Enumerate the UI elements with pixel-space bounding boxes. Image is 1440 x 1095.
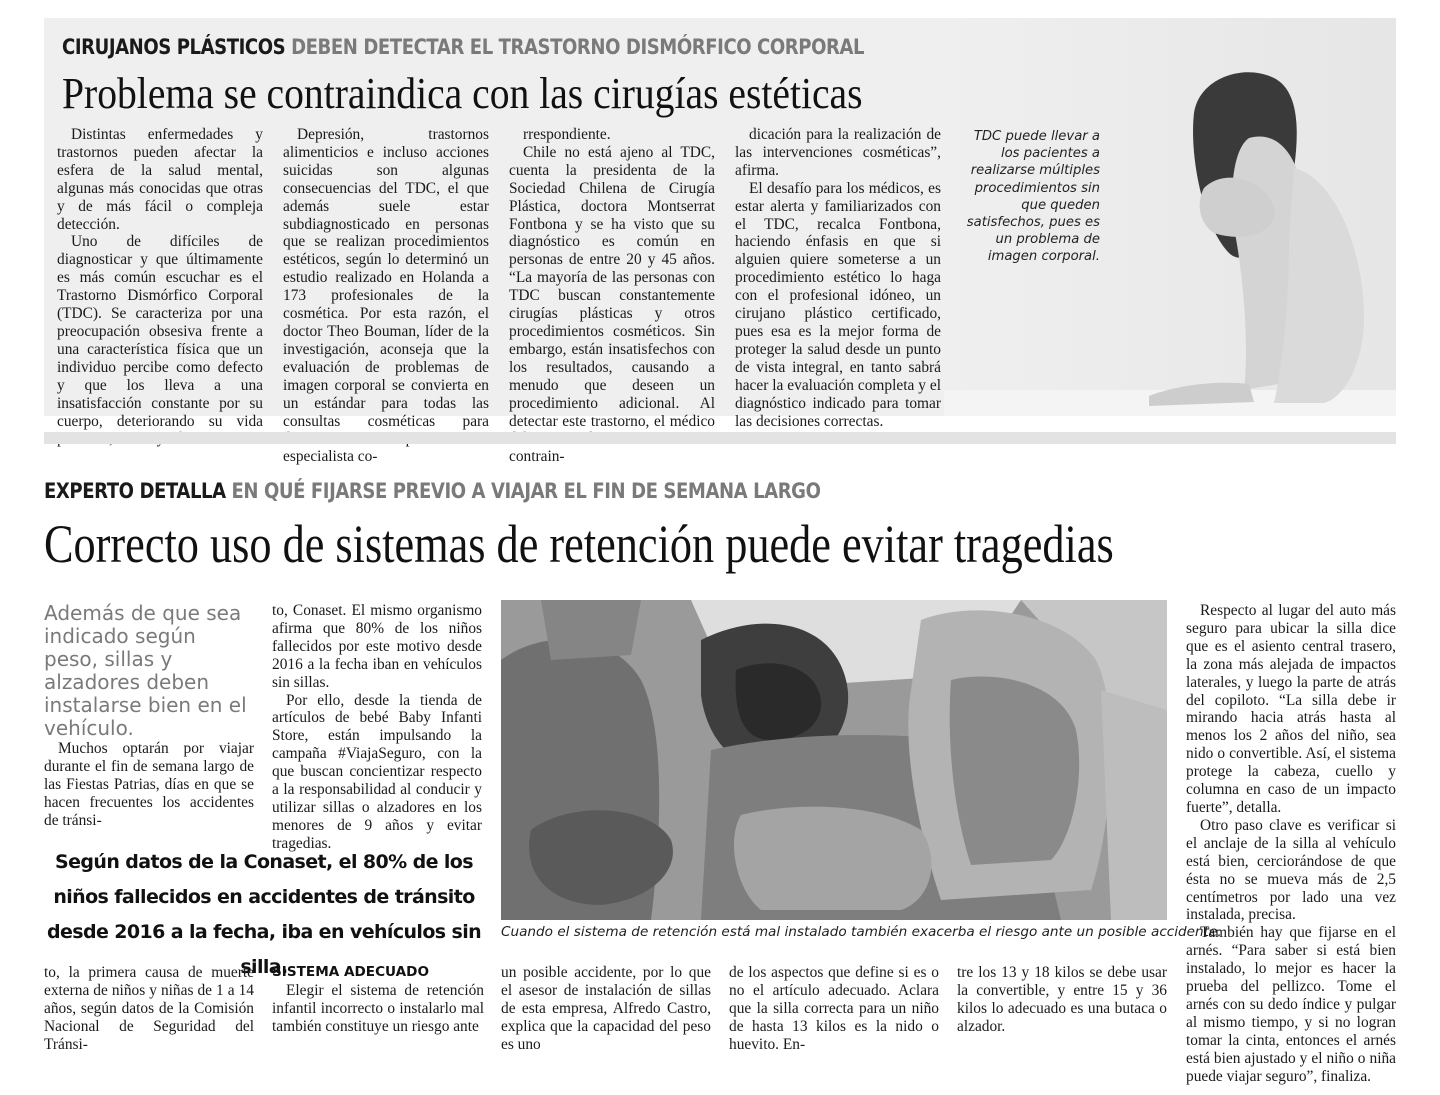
article1-column-1 bbox=[57, 126, 263, 448]
article2-kicker-light: EN QUÉ FIJARSE PREVIO A VIAJAR EL FIN DE SEMANA LARGO bbox=[231, 479, 821, 503]
article1-column-3 bbox=[509, 126, 715, 466]
article1-column-4 bbox=[735, 126, 941, 430]
article2-paragraph: También hay que fijarse en el arnés. “Para saber si está bien instalado, lo mejor es hacer la prueba del pellizco. Tome el arnés con su dedo índice y pulgar al mismo tiempo, y si no logran tomar la cinta, entonces el arnés está bien ajustado y el niño o niña puede viajar seguro”, finaliza. bbox=[1186, 924, 1396, 1085]
article2-paragraph: to, la primera causa de muerte externa de niños y niñas de 1 a 14 años, según datos de la Comisión Nacional de Seguridad del Tránsi- bbox=[44, 964, 254, 1053]
article2-paragraph: Respecto al lugar del auto más seguro para ubicar la silla dice que es el asiento central trasero, la zona más alejada de impactos laterales, y luego la parte de atrás del copiloto. “La silla debe ir mirando hacia atrás hasta al menos los 2 años del niño, sea nido o convertible. Así, el sistema protege la cabeza, cuello y columna en caso de un impacto fuerte”, detalla. bbox=[1186, 602, 1396, 816]
section-divider bbox=[44, 432, 1396, 444]
article1-paragraph: rrespondiente. bbox=[523, 126, 611, 143]
article2-deck: Además de que sea indicado según peso, sillas y alzadores deben instalarse bien en el vehículo. bbox=[44, 601, 247, 740]
article2-column-1-top bbox=[44, 740, 254, 830]
article1-kicker-light: DEBEN DETECTAR EL TRASTORNO DISMÓRFICO CORPORAL bbox=[291, 35, 865, 59]
article2-headline: Correcto uso de sistemas de retención puede evitar tragedias bbox=[44, 514, 1114, 574]
article2-paragraph: Elegir el sistema de retención infantil incorrecto o instalarlo mal también constituye un riesgo ante bbox=[272, 981, 484, 1035]
article2-bottom-column-1 bbox=[44, 964, 254, 1054]
article2-bottom-column-2 bbox=[272, 964, 484, 1036]
article2-photo-caption: Cuando el sistema de retención está mal instalado también exacerba el riesgo ante un posible accidente. bbox=[501, 924, 1222, 940]
article1-column-2 bbox=[283, 126, 489, 466]
article2-kicker-dark: EXPERTO DETALLA bbox=[44, 479, 226, 503]
article1-paragraph: Chile no está ajeno al TDC, cuenta la presidenta de la Sociedad Chilena de Cirugía Plástica, doctora Montserrat Fontbona y se ha visto que su diagnóstico es común en personas de entre 20 y 45 años. “La mayoría de las personas con TDC buscan constantemente cirugías plásticas y otros procedimientos cosméticos. Sin embargo, están insatisfechos con los resultados, causando a menudo que deseen un procedimiento adicional. Al detectar este trastorno, el médico contrain- bbox=[509, 143, 715, 466]
article2-paragraph: Otro paso clave es verificar si el anclaje de la silla al vehículo está bien, cerciorándose de que ésta no se mueva más de 2,5 centímetros por lado una vez instalada, precisa. bbox=[1186, 816, 1396, 924]
article2-paragraph: tre los 13 y 18 kilos se debe usar la convertible, y entre 15 y 36 kilos lo adecuado es una butaca o alzador. bbox=[957, 964, 1167, 1035]
article2-bottom-column-3 bbox=[501, 964, 711, 1054]
article2-column-2-top bbox=[272, 602, 482, 853]
article2-paragraph: un posible accidente, por lo que el asesor de instalación de sillas de esta empresa, Alfredo Castro, explica que la capacidad del peso es uno bbox=[501, 964, 711, 1053]
article2-paragraph: Muchos optarán por viajar durante el fin de semana largo de las Fiestas Patrias, días en que se hacen frecuentes los accidentes de tránsi- bbox=[44, 740, 254, 829]
article1-paragraph: El desafío para los médicos, es estar alerta y familiarizados con el TDC, recalca Fontbona, haciendo énfasis en que si alguien quiere someterse a un procedimiento estético lo haga con el profesional idóneo, un cirujano plástico certificado, pues esa es la mejor forma de proteger la salud desde un punto de vista integral, en tanto sabrá hacer la evaluación completa y el diagnóstico indicado para tomar las decisiones correctas. bbox=[735, 179, 941, 430]
article2-paragraph: de los aspectos que define si es o no el artículo adecuado. Aclara que la silla correcta para un niño de hasta 13 kilos es la nido o huevito. En- bbox=[729, 964, 939, 1053]
article2-bottom-column-5 bbox=[957, 964, 1167, 1036]
pull-quote: Según datos de la Conaset, el 80% de los niños fallecidos en accidentes de tránsito desde 2016 a la fecha, iba en vehículos sin silla. bbox=[46, 851, 482, 978]
article1-paragraph: Distintas enfermedades y trastornos pueden afectar la esfera de la salud mental, algunas más conocidas que otras y de más fácil o compleja detección. bbox=[57, 126, 263, 233]
article1-paragraph: dicación para la realización de las intervenciones cosméticas”, afirma. bbox=[735, 126, 941, 179]
article2-paragraph: to, Conaset. El mismo organismo afirma que 80% de los niños fallecidos por este motivo desde 2016 a la fecha iban en vehículos sin sillas. bbox=[272, 602, 482, 691]
article2-kicker bbox=[44, 479, 820, 503]
article1-kicker-dark: CIRUJANOS PLÁSTICOS bbox=[62, 35, 286, 59]
article1-photo-caption: TDC puede llevar a los pacientes a realizarse múltiples procedimientos sin que queden satisfechos, pues es un problema de imagen corporal. bbox=[966, 129, 1100, 265]
article1-paragraph: Uno de difíciles de diagnosticar y que últimamente es más común escuchar es el Trastorno Dismórfico Corporal (TDC). Se caracteriza por una preocupación obsesiva frente a una característica física que un individuo percibe como defecto y que los lleva a una insatisfacción constante por su cuerpo, deteriorando su vida bbox=[57, 233, 263, 430]
subhead-sistema-adecuado: SISTEMA ADECUADO bbox=[272, 964, 430, 980]
article1-paragraph: Depresión, trastornos alimenticios e incluso acciones suicidas son algunas consecuencias del TDC, el que además suele estar subdiagnosticado en personas que se realizan procedimientos estéticos, según lo determinó un estudio realizado en Holanda a 173 profesionales de la cosmética. Por esta razón, el doctor Theo Bouman, líder de la investigación, aconseja que la evaluación de problemas de imagen corporal se convierta en un estándar para todas las consultas cosméticas para especialista co- bbox=[283, 126, 489, 466]
article1-headline: Problema se contraindica con las cirugías estéticas bbox=[62, 69, 863, 118]
article2-bottom-column-4 bbox=[729, 964, 939, 1054]
article1-kicker bbox=[62, 35, 864, 59]
article2-photo bbox=[501, 600, 1167, 920]
article2-right-column bbox=[1186, 602, 1396, 1085]
article2-paragraph: Por ello, desde la tienda de artículos de bebé Baby Infanti Store, están impulsando la campaña #ViajaSeguro, con la que buscan concientizar respecto a la responsabilidad al conducir y utilizar sillas o alzadores en los menores de 9 años y evitar tragedias. bbox=[272, 691, 482, 852]
